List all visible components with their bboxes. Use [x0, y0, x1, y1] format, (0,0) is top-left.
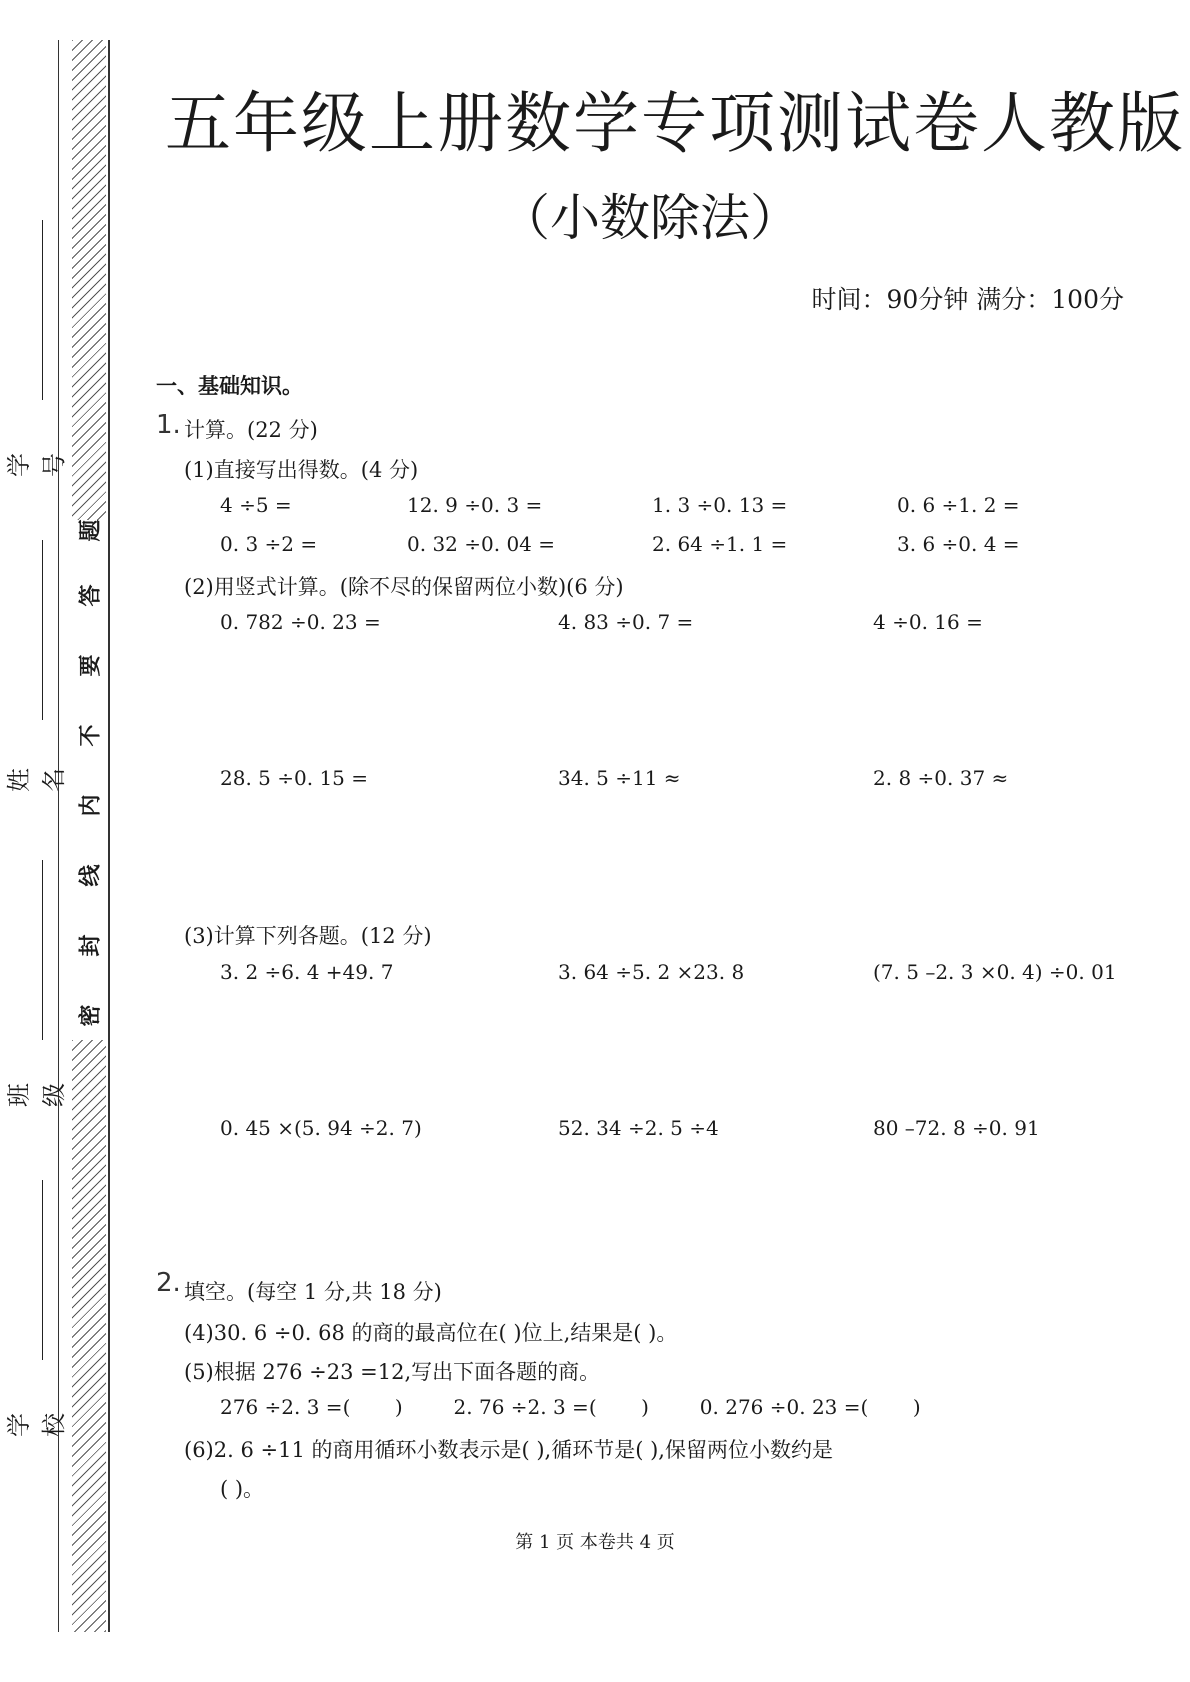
expression: 2. 64 ÷1. 1 = — [652, 532, 788, 556]
expression: 3. 64 ÷5. 2 ×23. 8 — [558, 960, 745, 984]
subquestion-label: (2)用竖式计算。(除不尽的保留两位小数)(6 分) — [184, 575, 624, 599]
fill-blank-line: (6)2. 6 ÷11 的商用循环小数表示是( ),循环节是( ),保留两位小数约是 — [184, 1438, 833, 1462]
expression: (7. 5 –2. 3 ×0. 4) ÷0. 01 — [873, 960, 1117, 984]
expression: 4. 83 ÷0. 7 = — [558, 610, 694, 634]
margin-inner-line — [108, 40, 110, 1632]
margin-outer-line — [58, 40, 59, 1632]
expression: 28. 5 ÷0. 15 = — [220, 766, 369, 790]
fill-blank-line: 276 ÷2. 3 =( ) 2. 76 ÷2. 3 =( ) 0. 276 ÷0. 23 =( ) — [220, 1395, 921, 1419]
expression: 0. 6 ÷1. 2 = — [897, 493, 1020, 517]
expression: 2. 8 ÷0. 37 ≈ — [873, 766, 1009, 790]
question-number: 2. — [156, 1268, 181, 1298]
page-footer: 第 1 页 本卷共 4 页 — [515, 1532, 675, 1553]
page-subtitle: （小数除法） — [500, 189, 800, 247]
seal-char: 线 — [78, 864, 104, 887]
exam-meta: 时间：90分钟 满分：100分 — [811, 285, 1124, 314]
fill-blank-line: (4)30. 6 ÷0. 68 的商的最高位在( )位上,结果是( )。 — [184, 1321, 678, 1345]
expression: 80 –72. 8 ÷0. 91 — [873, 1116, 1040, 1140]
expression: 52. 34 ÷2. 5 ÷4 — [558, 1116, 719, 1140]
student-id-label: 学号 — [5, 453, 68, 477]
expression: 4 ÷0. 16 = — [873, 610, 983, 634]
expression: 1. 3 ÷0. 13 = — [652, 493, 788, 517]
expression: 3. 6 ÷0. 4 = — [897, 532, 1020, 556]
seal-char: 题 — [78, 519, 104, 542]
margin-hatch-top — [72, 40, 106, 520]
expression: 0. 32 ÷0. 04 = — [407, 532, 556, 556]
class-label: 班级 — [5, 1083, 68, 1107]
seal-char: 不 — [78, 724, 104, 747]
seal-char: 内 — [78, 794, 104, 817]
expression: 0. 3 ÷2 = — [220, 532, 318, 556]
expression: 4 ÷5 = — [220, 493, 292, 517]
seal-char: 要 — [78, 654, 104, 677]
subquestion-label: (3)计算下列各题。(12 分) — [184, 924, 432, 948]
name-line[interactable] — [42, 540, 43, 720]
seal-char: 封 — [78, 934, 104, 957]
expression: 34. 5 ÷11 ≈ — [558, 766, 681, 790]
expression: 12. 9 ÷0. 3 = — [407, 493, 543, 517]
school-line[interactable] — [42, 1180, 43, 1360]
section-heading: 一、基础知识。 — [156, 374, 303, 398]
school-label: 学校 — [5, 1413, 68, 1437]
expression: 0. 45 ×(5. 94 ÷2. 7) — [220, 1116, 422, 1140]
expression: 3. 2 ÷6. 4 +49. 7 — [220, 960, 394, 984]
question-text: 填空。(每空 1 分,共 18 分) — [184, 1280, 442, 1304]
subquestion-label: (1)直接写出得数。(4 分) — [184, 458, 419, 482]
question-number: 1. — [156, 410, 181, 440]
seal-char: 密 — [78, 1004, 104, 1027]
name-label: 姓名 — [5, 768, 68, 792]
page-title: 五年级上册数学专项测试卷人教版 — [165, 85, 1185, 162]
seal-char: 答 — [78, 584, 104, 607]
fill-blank-line: ( )。 — [220, 1477, 265, 1501]
fill-blank-line: (5)根据 276 ÷23 =12,写出下面各题的商。 — [184, 1360, 601, 1384]
class-line[interactable] — [42, 860, 43, 1040]
student-id-line[interactable] — [42, 220, 43, 400]
question-text: 计算。(22 分) — [184, 418, 318, 442]
expression: 0. 782 ÷0. 23 = — [220, 610, 381, 634]
